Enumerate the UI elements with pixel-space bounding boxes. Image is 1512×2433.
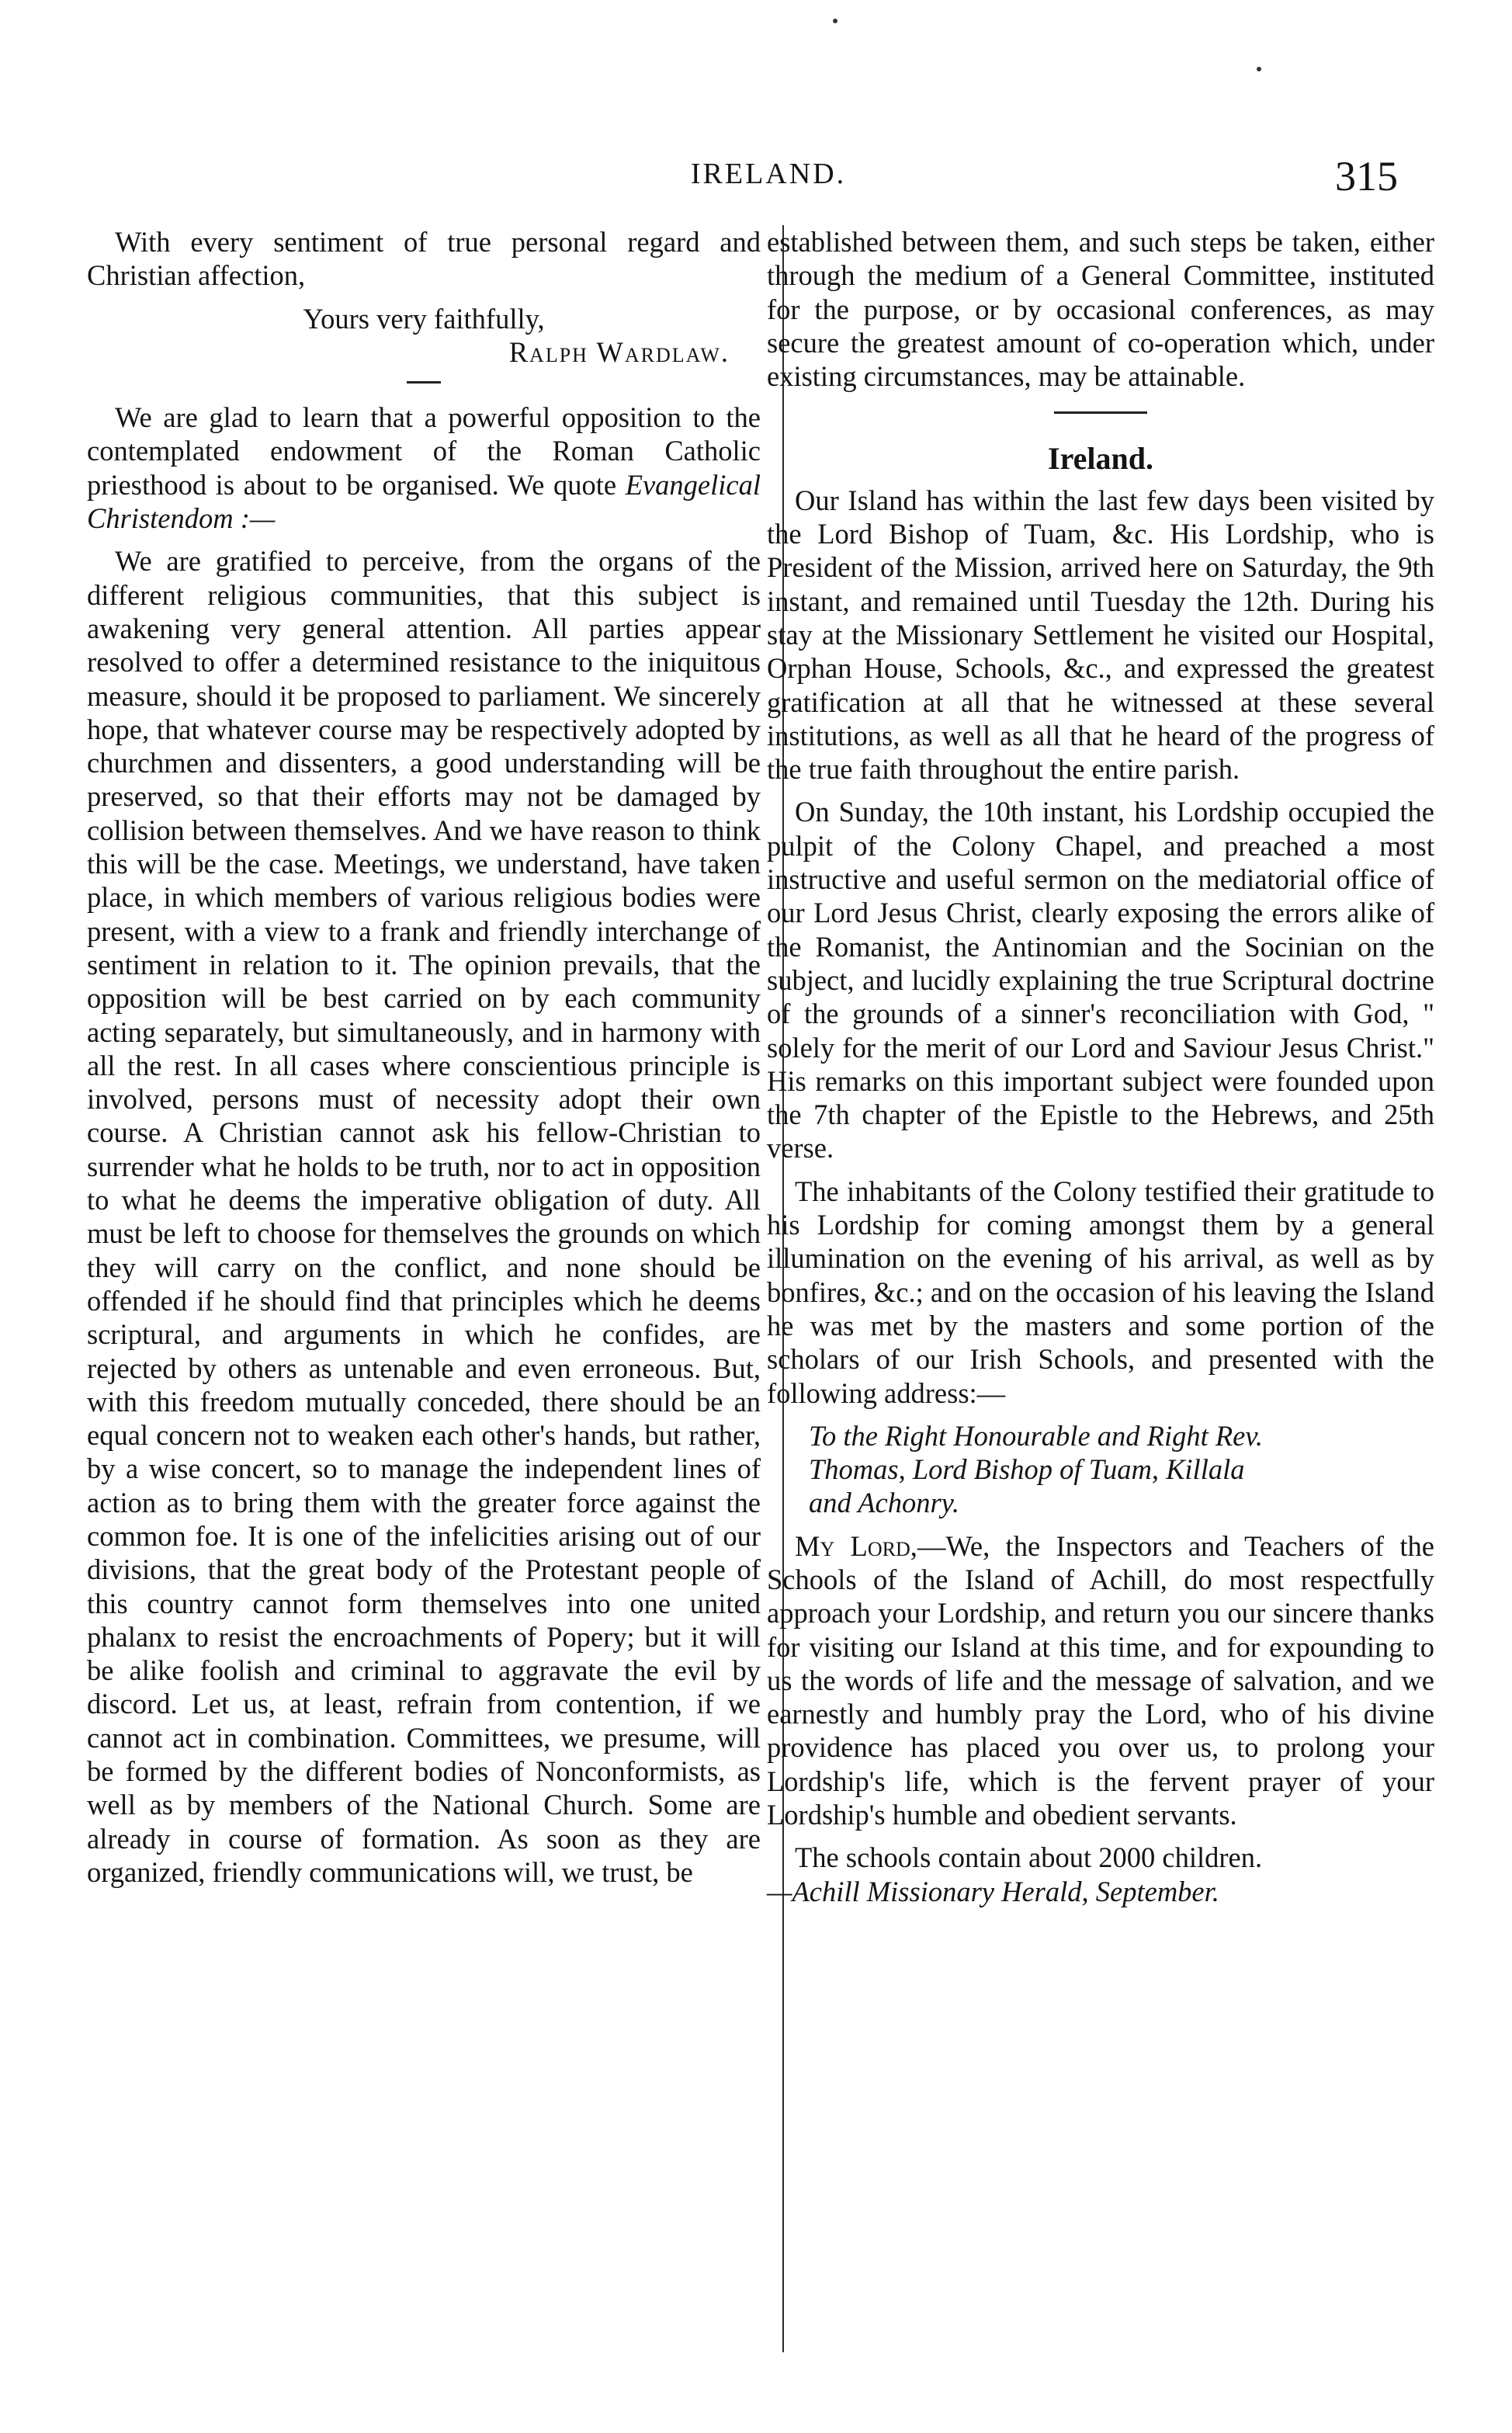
letter-closing-line: With every sentiment of true personal regard and Christian affection, [87, 226, 761, 292]
address-recipient-line: Thomas, Lord Bishop of Tuam, Killala [809, 1453, 1245, 1486]
section-divider [1054, 411, 1147, 414]
source-credit: —Achill Missionary Herald, September. [767, 1875, 1219, 1907]
quoted-paragraph: We are gratified to perceive, from the organs of the different religious communities, that this subject is awakening very general attention. All parties appear resolved to offer a determined resistance to the iniquitous measure, should it be proposed to parliament. We sincerely hope, that whatever course may be respectively adopted by churchmen and dissenters, a good understanding will be preserved, so that their efforts may not be damaged by collision between themselves. And we have reason to think this will be the case. Meetings, we understand, have taken place, in which members of various religious bodies were present, with a view to a frank and friendly interchange of sentiment in relation to it. The opinion prevails, that the opposition will be best carried on by each community acting separately, but simultaneously, and in harmony with all the rest. In all cases where conscientious principle is involved, persons must of necessity adopt their own course. A Christian cannot ask his fellow-Christian to surrender what he holds to be truth, nor to act in opposition to what he deems the imperative obligation of duty. All must be left to choose for themselves the grounds on which they will carry on the conflict, and none should be offended if he should find that principles which he deems scriptural, and arguments in which he confides, are rejected by others as untenable and even erroneous. But, with this freedom mutually conceded, there should be an equal concern not to weaken each other's hands, but rather, by a wise concert, so to manage the independent lines of action as to bring them with the greater force against the common foe. It is one of the infelicities arising out of our divisions, that the great body of the Protestant people of this country cannot form themselves into one united phalanx to resist the encroachments of Popery; but it will be alike foolish and criminal to aggravate the evil by discord. Let us, at least, refrain from contention, if we cannot act in combination. Committees, we presume, will be formed by the different bodies of Nonconformists, as well as by members of the National Church. Some are already in course of formation. As soon as they are organized, friendly communications will, we trust, be [87, 545, 761, 1888]
ireland-paragraph-1: Our Island has within the last few days been visited by the Lord Bishop of Tuam, &c. His Lordship, who is President of the Mission, arrived here on Saturday, the 9th instant, and remained until Tuesday the 12th. During his stay at the Missionary Settlement he visited our Hospital, Orphan House, Schools, &c., and expressed the greatest gratification at all that he witnessed at these several institutions, as well as all that he heard of the progress of the true faith throughout the entire parish. [767, 484, 1434, 786]
letter-closing-valediction: Yours very faithfully, [303, 302, 545, 335]
continued-paragraph: established between them, and such steps be taken, either through the medium of a General Committee, instituted for the purpose, or by occasional conferences, as may secure the greatest amount of co-operation which, under existing circumstances, may be attainable. [767, 226, 1434, 393]
print-speck [833, 19, 837, 23]
page-number: 315 [1335, 153, 1398, 200]
page-header [0, 153, 1512, 203]
closing-paragraph: The schools contain about 2000 children. [795, 1841, 1263, 1874]
letter-signature: Ralph Wardlaw. [508, 335, 730, 368]
section-divider [407, 381, 441, 384]
running-head: IRELAND. [690, 158, 847, 190]
address-text: —We, the Inspectors and Teachers of the Schools of the Island of Achill, do most respectfully approach your Lordship, and return you our sincere thanks for visiting our Island at this time, and for expounding to us the words of life and the message of salvation, and we earnestly and humbly pray the Lord, who of his divine providence has placed you over us, to prolong your Lordship's life, which is the fervent prayer of your Lordship's humble and obedient servants. [767, 1529, 1434, 1831]
intro-source: Evangelical Christendom :— [87, 468, 761, 535]
address-recipient [767, 1419, 1434, 1520]
intro-text: We are glad to learn that a powerful opposition to the contemplated endowment of the Roman Catholic priesthood is about to be organised. We quote [87, 401, 761, 501]
address-recipient-line: To the Right Honourable and Right Rev. [809, 1419, 1263, 1452]
left-column [87, 225, 761, 1898]
address-body [767, 1529, 1434, 1832]
print-speck [1257, 67, 1261, 71]
ireland-paragraph-2: On Sunday, the 10th instant, his Lordship occupied the pulpit of the Colony Chapel, and preached a most instructive and useful sermon on the mediatorial office of our Lord Jesus Christ, clearly exposing the errors alike of the Romanist, the Antinomian and the Socinian on the subject, and lucidly explaining the true Scriptural doctrine of the grounds of a sinner's reconciliation with God, " solely for the merit of our Lord and Saviour Jesus Christ." His remarks on this important subject were founded upon the 7th chapter of the Epistle to the Hebrews, and 25th verse. [767, 796, 1434, 1164]
right-column [767, 225, 1434, 1918]
address-salutation: My Lord, [795, 1529, 917, 1562]
section-heading: Ireland. [1048, 441, 1153, 477]
ireland-paragraph-3: The inhabitants of the Colony testified their gratitude to his Lordship for coming amongst them by a general illumination on the evening of his arrival, as well as by bonfires, &c.; and on the occasion of his leaving the Island he was met by the masters and some portion of the scholars of our Irish Schools, and presented with the following address:— [767, 1175, 1434, 1409]
address-recipient-line: and Achonry. [809, 1487, 959, 1519]
intro-paragraph [87, 401, 761, 535]
